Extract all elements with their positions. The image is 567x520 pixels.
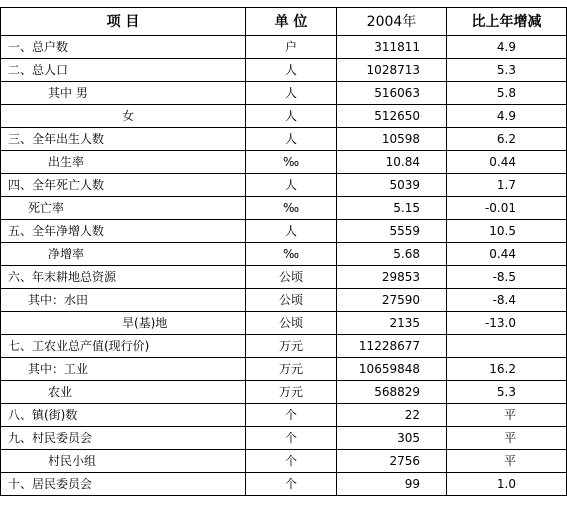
table-row: [1, 266, 567, 289]
row-value: 11228677: [337, 335, 447, 358]
row-value: 2135: [337, 312, 447, 335]
row-value: 27590: [337, 289, 447, 312]
table-row: [1, 151, 567, 174]
row-unit: 人: [246, 128, 337, 151]
row-value: 2756: [337, 450, 447, 473]
row-value: 512650: [337, 105, 447, 128]
row-unit: 万元: [246, 335, 337, 358]
row-unit: ‰: [246, 197, 337, 220]
row-value: 99: [337, 473, 447, 496]
row-value: 10598: [337, 128, 447, 151]
table-row: [1, 404, 567, 427]
row-item: 村民小组: [1, 450, 246, 473]
table-row: [1, 427, 567, 450]
row-item: 八、镇(街)数: [1, 404, 246, 427]
header-row: [1, 8, 567, 36]
row-change: 0.44: [447, 243, 567, 266]
row-item: 女: [1, 105, 246, 128]
row-value: 305: [337, 427, 447, 450]
row-change: [447, 335, 567, 358]
row-item: 一、总户数: [1, 36, 246, 59]
row-item: 旱(基)地: [1, 312, 246, 335]
table-row: [1, 174, 567, 197]
row-change: 5.3: [447, 381, 567, 404]
header-item: 项 目: [1, 8, 246, 36]
row-item: 十、居民委员会: [1, 473, 246, 496]
row-unit: 个: [246, 427, 337, 450]
table-row: [1, 335, 567, 358]
row-change: 5.3: [447, 59, 567, 82]
row-item: 出生率: [1, 151, 246, 174]
row-value: 10.84: [337, 151, 447, 174]
row-unit: 万元: [246, 381, 337, 404]
row-value: 516063: [337, 82, 447, 105]
row-value: 568829: [337, 381, 447, 404]
row-change: 10.5: [447, 220, 567, 243]
row-unit: ‰: [246, 243, 337, 266]
row-value: 5039: [337, 174, 447, 197]
table-row: [1, 36, 567, 59]
table-row: [1, 59, 567, 82]
table-row: [1, 289, 567, 312]
table-row: [1, 220, 567, 243]
row-unit: 人: [246, 174, 337, 197]
table-row: [1, 358, 567, 381]
row-unit: 人: [246, 220, 337, 243]
row-change: 5.8: [447, 82, 567, 105]
row-item: 农业: [1, 381, 246, 404]
row-change: -13.0: [447, 312, 567, 335]
table-row: [1, 381, 567, 404]
table-row: [1, 128, 567, 151]
row-value: 311811: [337, 36, 447, 59]
row-change: -8.5: [447, 266, 567, 289]
row-item: 其中 男: [1, 82, 246, 105]
row-value: 10659848: [337, 358, 447, 381]
row-change: -0.01: [447, 197, 567, 220]
table-row: [1, 473, 567, 496]
row-value: 22: [337, 404, 447, 427]
row-unit: 个: [246, 473, 337, 496]
row-change: 4.9: [447, 105, 567, 128]
row-change: 16.2: [447, 358, 567, 381]
row-unit: 户: [246, 36, 337, 59]
row-value: 5.15: [337, 197, 447, 220]
row-unit: 人: [246, 59, 337, 82]
row-change: 4.9: [447, 36, 567, 59]
row-change: 1.0: [447, 473, 567, 496]
row-item: 九、村民委员会: [1, 427, 246, 450]
header-change: 比上年增减: [447, 8, 567, 36]
row-item: 四、全年死亡人数: [1, 174, 246, 197]
row-value: 29853: [337, 266, 447, 289]
row-change: 6.2: [447, 128, 567, 151]
row-change: 0.44: [447, 151, 567, 174]
row-item: 二、总人口: [1, 59, 246, 82]
row-unit: 人: [246, 105, 337, 128]
row-unit: 个: [246, 450, 337, 473]
row-change: -8.4: [447, 289, 567, 312]
table-row: [1, 105, 567, 128]
row-unit: 万元: [246, 358, 337, 381]
table-row: [1, 243, 567, 266]
row-unit: 公顷: [246, 266, 337, 289]
statistics-table: [0, 7, 567, 496]
table-row: [1, 82, 567, 105]
row-value: 1028713: [337, 59, 447, 82]
row-unit: 个: [246, 404, 337, 427]
row-item: 五、全年净增人数: [1, 220, 246, 243]
table-row: [1, 450, 567, 473]
row-item: 三、全年出生人数: [1, 128, 246, 151]
row-item: 其中：水田: [1, 289, 246, 312]
row-change: 平: [447, 450, 567, 473]
row-item: 其中：工业: [1, 358, 246, 381]
table-row: [1, 197, 567, 220]
row-item: 七、工农业总产值(现行价): [1, 335, 246, 358]
row-unit: ‰: [246, 151, 337, 174]
header-year: 2004年: [337, 8, 447, 36]
row-change: 平: [447, 404, 567, 427]
table-row: [1, 312, 567, 335]
row-item: 净增率: [1, 243, 246, 266]
row-change: 1.7: [447, 174, 567, 197]
row-item: 六、年末耕地总资源: [1, 266, 246, 289]
row-value: 5.68: [337, 243, 447, 266]
table-body: [1, 36, 567, 496]
row-unit: 公顷: [246, 312, 337, 335]
header-unit: 单 位: [246, 8, 337, 36]
row-unit: 人: [246, 82, 337, 105]
row-change: 平: [447, 427, 567, 450]
row-unit: 公顷: [246, 289, 337, 312]
row-value: 5559: [337, 220, 447, 243]
row-item: 死亡率: [1, 197, 246, 220]
